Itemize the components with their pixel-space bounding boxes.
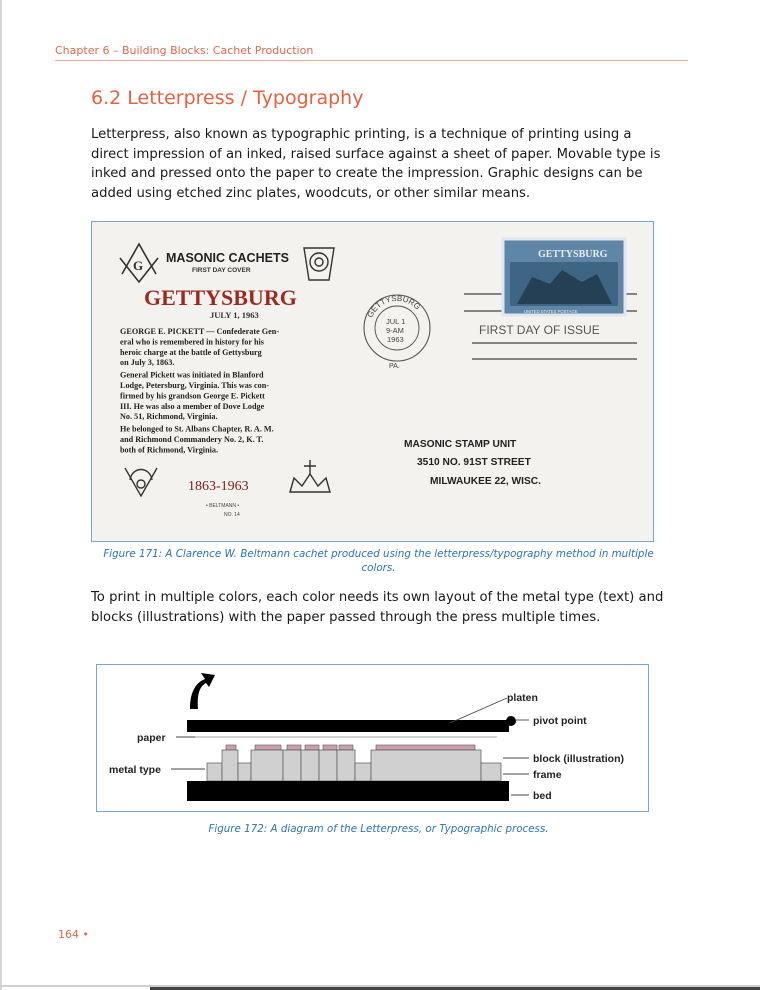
- first-day-of-issue: FIRST DAY OF ISSUE: [479, 323, 600, 337]
- cachet-body-line: eral who is remembered in history for his: [120, 337, 264, 347]
- figure-171: [91, 221, 654, 542]
- metal-type-blocks: [207, 750, 501, 781]
- ink-layer: [226, 745, 475, 750]
- cachet-body-line: on July 3, 1863.: [120, 358, 175, 368]
- label-metal-type: metal type: [109, 764, 161, 776]
- designer-line-2: NO. 14: [224, 512, 240, 518]
- cachet-illustration: [92, 222, 653, 541]
- cachet-headline: GETTYSBURG: [144, 285, 297, 310]
- cachet-body-line: GEORGE E. PICKETT — Confederate Gen-: [120, 327, 280, 336]
- cachet-body-line: General Pickett was initiated in Blanford: [120, 370, 264, 380]
- paragraph-multicolor: To print in multiple colors, each color needs its own layout of the metal type (text) and blocks (illustrations) with the paper passed through the press multiple times.: [91, 590, 664, 625]
- stamp-footer: UNITED STATES POSTAGE: [524, 309, 578, 314]
- cachet-body-line: Lodge, Petersburg, Virginia. This was con-: [120, 381, 270, 390]
- lift-arrow-icon: [190, 673, 215, 709]
- label-bed: bed: [533, 790, 552, 802]
- figure-172-caption: Figure 172: A diagram of the Letterpress, or Typographic process.: [208, 823, 549, 835]
- cachet-body-line: III. He was also a member of Dove Lodge: [120, 401, 265, 411]
- stamp-label: GETTYSBURG: [538, 249, 608, 260]
- designer-line-1: • BELTMANN •: [206, 503, 240, 509]
- cachet-body-line: and Richmond Commandery No. 2, K. T.: [120, 435, 264, 444]
- label-frame: frame: [533, 769, 562, 781]
- cachet-date: JULY 1, 1963: [210, 310, 259, 320]
- page-number: [58, 928, 89, 941]
- address-line-1: MASONIC STAMP UNIT: [404, 439, 517, 450]
- postage-stamp: [503, 239, 625, 315]
- cachet-body-line: heroic charge at the battle of Gettysburg: [120, 347, 262, 357]
- postmark-year: 1963: [387, 335, 404, 344]
- section-title: 6.2 Letterpress / Typography: [91, 87, 364, 109]
- figure-171-caption: Figure 171: A Clarence W. Beltmann cachet produced using the letterpress/typography method in multiple colors.: [103, 548, 654, 574]
- figure-172: [96, 664, 649, 812]
- svg-text:G: G: [133, 258, 144, 273]
- cachet-subtitle: FIRST DAY COVER: [192, 267, 251, 274]
- cachet-body: [120, 327, 279, 454]
- square-compass-icon: [120, 244, 158, 282]
- address-line-3: MILWAUKEE 22, WISC.: [430, 476, 541, 487]
- keystone-icon: [304, 248, 334, 280]
- running-head: Chapter 6 – Building Blocks: Cachet Production: [55, 44, 314, 57]
- postmark-time: 9-AM: [386, 326, 404, 335]
- page-left-edge: [0, 0, 2, 990]
- cachet-years: 1863-1963: [188, 479, 249, 494]
- platen-bar: [187, 720, 509, 732]
- label-block: block (illustration): [533, 753, 625, 765]
- page-marker: •: [82, 928, 89, 941]
- postmark-date: JUL 1: [386, 317, 406, 326]
- label-paper: paper: [137, 732, 166, 744]
- letterpress-diagram: [97, 665, 648, 811]
- cachet-title: MASONIC CACHETS: [166, 251, 289, 265]
- cachet-body-line: He belonged to St. Albans Chapter, R. A. M.: [120, 424, 274, 434]
- cachet-body-line: No. 51, Richmond, Virginia.: [120, 412, 218, 422]
- envelope-image: [92, 222, 653, 541]
- pivot-point-icon: [506, 716, 516, 726]
- postmark-ring: GETTYSBURG: [365, 293, 423, 320]
- crown-cross-icon: [290, 460, 330, 492]
- postmark-state: PA.: [389, 363, 400, 370]
- shrine-emblem-icon: [125, 468, 157, 496]
- address-line-2: 3510 NO. 91ST STREET: [417, 457, 531, 468]
- page-number-value: 164: [58, 928, 79, 941]
- cachet-body-line: firmed by his grandson George E. Pickett: [120, 391, 265, 401]
- label-platen: platen: [507, 692, 538, 704]
- paragraph-intro: Letterpress, also known as typographic printing, is a technique of printing using a direct impression of an inked, raised surface against a sheet of paper. Movable type is inked and pressed onto the paper to create the impression. Graphic designs can be added using etched zinc plates, woodcuts, or other similar means.: [91, 127, 661, 201]
- press-bed: [187, 781, 509, 801]
- header-rule: [55, 60, 688, 61]
- label-pivot-point: pivot point: [533, 715, 587, 727]
- cachet-body-line: both of Richmond, Virginia.: [120, 445, 219, 455]
- postmark-icon: [364, 294, 430, 370]
